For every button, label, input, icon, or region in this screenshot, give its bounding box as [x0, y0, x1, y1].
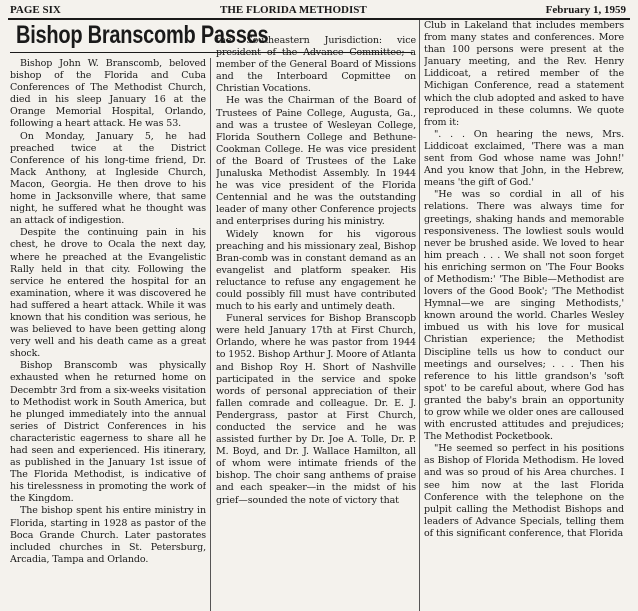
publication-title: THE FLORIDA METHODIST: [220, 4, 367, 16]
paragraph: On Monday, January 5, he had preached twice at the District Conference of his long-time friend, Dr. Mack Anthony, at Ingleside Church, Macon, Georgia. He then drove to his home in Jacksonville where, that same night, he suffered what he thought was an attack of indigestion.: [10, 130, 206, 227]
paragraph: the Southeastern Jurisdiction: vice president of the Advance Committee; a member of the General Board of Missions and the Interboard Copmittee on Christian Vocations.: [216, 35, 416, 95]
paragraph: Bishop John W. Branscomb, beloved bishop of the Florida and Cuba Conferences of The Methodist Church, died in his sleep January 16 at the Orange Memorial Hospital, Orlando, following a heart attack. He was 53.: [10, 58, 206, 130]
article-headline: Bishop Branscomb Passes: [16, 21, 269, 49]
paragraph: Funeral services for Bishop Branscopb were held January 17th at First Church, Orlando, where he was pastor from 1944 to 1952. Bishop Arthur J. Moore of Atlanta and Bishop Roy H. Short of Nashville participated in the service and spoke words of personal appreciation of their fallen comrade and colleague. Dr. E. J. Pendergrass, pastor at First Church, conducted the service and he was assisted further by Dr. Joe A. Tolle, Dr. P. M. Boyd, and Dr. J. Wallace Hamilton, all of whom were intimate friends of the bishop. The choir sang anthems of praise and each speaker—in the midst of his grief—sounded the note of victory that: [216, 313, 416, 506]
paragraph: He was the Chairman of the Board of Trustees of Paine College, Augusta, Ga., and was a trustee of Wesleyan College, Florida Southern College and Bethune-Cookman College. He was vice president of the Board of Trustees of the Lake Junaluska Methodist Assembly. In 1944 he was vice president of the Florida Centennial and he was the outstanding leader of many other Conference projects and enterprises during his ministry.: [216, 95, 416, 228]
issue-date: February 1, 1959: [545, 4, 626, 16]
column-divider: [419, 20, 420, 611]
article-column-3: [424, 20, 624, 611]
paragraph: The bishop spent his entire ministry in Florida, starting in 1928 as pastor of the Boca Grande Church. Later pastorates included churches in St. Petersburg, Arcadia, Tampa and Orlando.: [10, 505, 206, 565]
paragraph: Club in Lakeland that includes members from many states and conferences. More than 100 persons were present at the January meeting, and the Rev. Henry Liddicoat, a retired member of the Michigan Conference, read a statement which the club adopted and asked to have reproduced in these columns. We quote from it:: [424, 20, 624, 128]
quote-paragraph: "He seemed so perfect in his positions as Bishop of Florida Methodism. He loved and was so proud of his Area churches. I see him now at the last Florida Conference with the telephone on the pulpit calling the Methodist Bishops and leaders of Advance Specials, telling them of this significant conference, that Florida: [424, 443, 624, 539]
paragraph: Despite the continuing pain in his chest, he drove to Ocala the next day, where he preached at the Evangelistic Rally held in that city. Following the service he entered the hospital for an examination, where it was discovered he had suffered a heart attack. While it was known that his condition was serious, he was believed to have been getting along very well and his death came as a great shock.: [10, 227, 206, 360]
article-column-1: [10, 58, 206, 611]
page-header: [10, 4, 628, 18]
page-number-label: PAGE SIX: [10, 4, 61, 16]
paragraph: Widely known for his vigorous preaching and his missionary zeal, Bishop Bran-comb was in constant demand as an evangelist and platform speaker. His reluctance to refuse any engagement he could possibly fill must have contributed much to his early and untimely death.: [216, 228, 416, 313]
paragraph: Bishop Branscomb was physically exhausted when he returned home on Decembtr 3rd from a six-weeks visitation to Methodist work in South America, but he plunged immediately into the annual series of District Conferences in his characteristic eagerness to share all he had seen and experienced. His itinerary, as published in the January 1st issue of The Florida Methodist, is indicative of his tirelessness in promoting the work of the Kingdom.: [10, 360, 206, 505]
article-column-2: [216, 35, 416, 611]
quote-paragraph: "He was so cordial in all of his relations. There was always time for greetings, shaking hands and memorable responsiveness. The lowliest souls would never be brushed aside. We loved to hear him preach . . . We shall not soon forget his enriching sermon on 'The Four Books of Methodism:' 'The Bible—Methodist are lovers of the Good Book'; 'The Methodist Hymnal—we are singing Methodists,' known around the world. Charles Wesley imbued us with his love for musical Christian experience; the Methodist Discipline tells us how to conduct our meetings and ourselves; . . . Then his reference to his little grandson's 'soft spot' to be careful about, where God has granted the baby's brain an opportunity to grow while we older ones are calloused with encrusted attitudes and prejudices; The Methodist Pocketbook.: [424, 189, 624, 443]
column-divider: [210, 58, 211, 611]
quote-paragraph: ". . . On hearing the news, Mrs. Liddicoat exclaimed, 'There was a man sent from God whose name was John!' And you know that John, in the Hebrew, means 'the gift of God.': [424, 128, 624, 189]
